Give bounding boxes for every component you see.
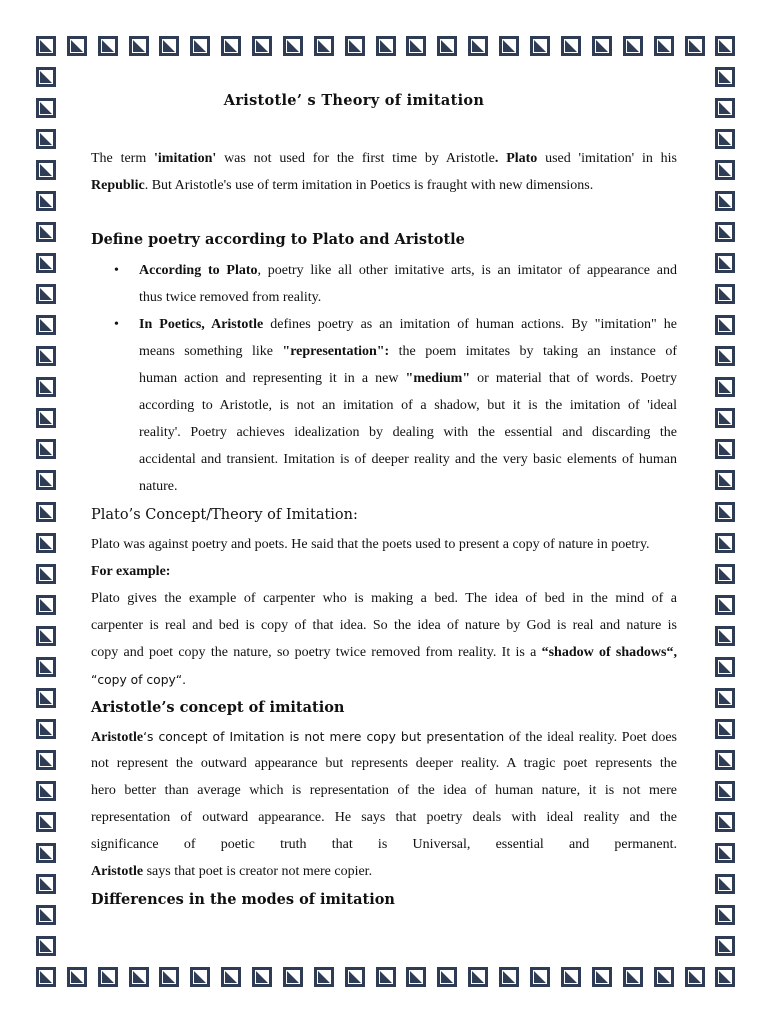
- plato-example-line-1: Plato gives the example of carpenter who is making a bed. The idea of bed in the mind of a: [91, 591, 677, 606]
- page-title: Aristotle’ s Theory of imitation: [223, 92, 485, 109]
- bold-term: Aristotle: [91, 730, 144, 745]
- bold-term: According to Plato: [139, 263, 258, 278]
- bullet-2-line-6: accidental and transient. Imitation is of deeper reality and the very basic elements of human: [139, 452, 677, 467]
- aristotle-line-6: [91, 859, 677, 886]
- text-run: means something like: [139, 344, 283, 359]
- for-example-label: For example:: [91, 564, 171, 579]
- bold-term: Aristotle: [91, 864, 144, 879]
- text-run: says that poet is creator not mere copier.: [143, 864, 373, 879]
- text-run: was not used for the first time by Aristotle: [216, 151, 495, 166]
- text-run: or material that of words. Poetry: [470, 371, 678, 386]
- bullet-1-line-2: thus twice removed from reality.: [139, 290, 322, 305]
- text-run: of the ideal reality. Poet does: [504, 730, 678, 745]
- bullet-2-line-2: [139, 339, 677, 366]
- plato-example-line-3: [91, 640, 677, 667]
- plato-example-line-2: carpenter is real and bed is copy of that idea. So the idea of nature by God is real and nature is: [91, 618, 677, 633]
- intro-line-2: [91, 173, 677, 200]
- bullet-2-line-1: [139, 312, 677, 339]
- bold-term: In Poetics, Aristotle: [139, 317, 264, 332]
- aristotle-line-4: representation of outward appearance. He says that poetry deals with ideal reality and the: [91, 810, 677, 825]
- heading-colon: :: [353, 507, 358, 523]
- plato-summary: Plato was against poetry and poets. He said that the poets used to present a copy of nature in poetry.: [91, 537, 650, 552]
- aristotle-line-2: not represent the outward appearance but represents deeper reality. A tragic poet represents the: [91, 756, 677, 771]
- bold-term: "representation":: [282, 344, 390, 359]
- bold-term: "medium": [405, 371, 471, 386]
- bullet-2-line-5: reality'. Poetry achieves idealization by dealing with the essential and discarding the: [139, 425, 677, 440]
- bullet-2-line-4: according to Aristotle, is not an imitation of a shadow, but it is the imitation of 'ideal: [139, 398, 677, 413]
- bold-term: 'imitation': [154, 151, 217, 166]
- text-run: the poem imitates by taking an instance of: [389, 344, 677, 359]
- aristotle-line-1: [91, 724, 677, 752]
- bullet-1-line-1: [139, 258, 677, 285]
- intro-line-1: [91, 146, 677, 173]
- section-heading-modes-of-imitation: Differences in the modes of imitation: [91, 891, 395, 908]
- plato-example-line-4: “copy of copy“.: [91, 673, 187, 687]
- text-run: copy and poet copy the nature, so poetry twice removed from reality. It is a: [91, 645, 542, 660]
- text-run: used 'imitation' in his: [537, 151, 677, 166]
- heading-text: Plato’s Concept/Theory of Imitation: [91, 507, 353, 523]
- aristotle-line-5: significance of poetic truth that is Universal, essential and permanent.: [91, 837, 677, 852]
- bold-term: . Plato: [494, 151, 538, 166]
- text-run: defines poetry as an imitation of human actions. By "imitation" he: [263, 317, 678, 332]
- bullet-2-line-7: nature.: [139, 479, 178, 494]
- bullet-marker: •: [114, 263, 119, 278]
- text-run: , poetry like all other imitative arts, is an imitator of appearance and: [257, 263, 677, 278]
- text-run: human action and representing it in a new: [139, 371, 406, 386]
- bold-term: Republic: [91, 178, 145, 193]
- section-heading-define-poetry: Define poetry according to Plato and Aristotle: [91, 231, 465, 248]
- text-run: . But Aristotle's use of term imitation in Poetics is fraught with new dimensions.: [144, 178, 594, 193]
- bullet-marker: •: [114, 317, 119, 332]
- text-run: The term: [91, 151, 155, 166]
- aristotle-line-3: hero better than average which is representation of the idea of human nature, it is not mere: [91, 783, 677, 798]
- section-heading-plato-concept: [91, 507, 358, 523]
- section-heading-aristotle-concept: Aristotle’s concept of imitation: [91, 699, 345, 716]
- bold-quote: “shadow of shadows“,: [541, 645, 677, 660]
- text-run: ‘s concept of Imitation is not mere copy but presentation: [143, 730, 505, 744]
- bullet-2-line-3: [139, 366, 677, 393]
